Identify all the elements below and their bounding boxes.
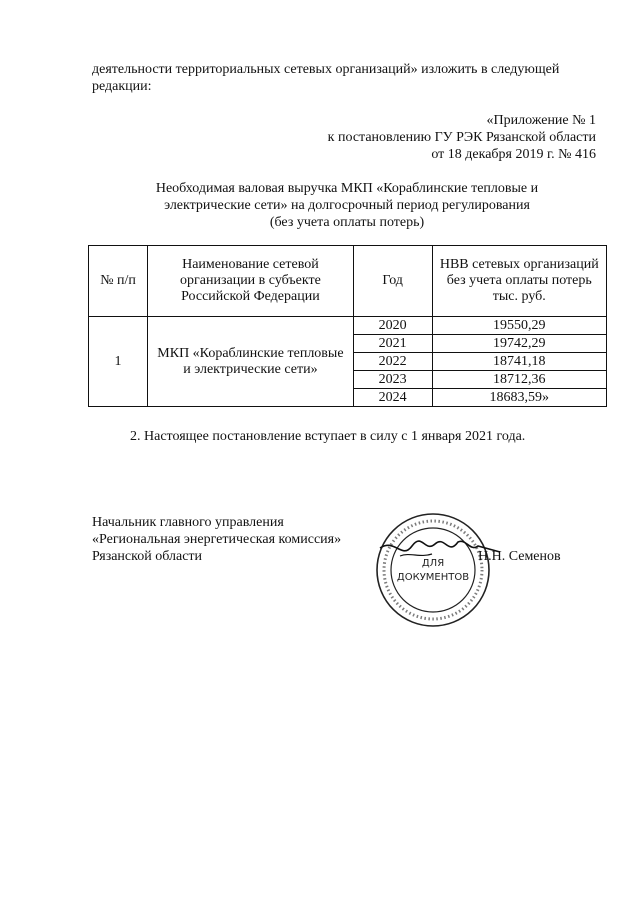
header-num: № п/п <box>89 246 148 317</box>
row-year: 2023 <box>353 371 432 389</box>
row-year: 2024 <box>353 389 432 407</box>
title-line-1: Необходимая валовая выручка МКП «Кораблинские тепловые и <box>155 181 539 196</box>
stamp-line-1: ДЛЯ <box>421 558 445 569</box>
row-value: 18683,59» <box>432 389 606 407</box>
row-value: 18712,36 <box>432 371 606 389</box>
appendix-line-1: «Приложение № 1 <box>486 113 596 128</box>
header-value: НВВ сетевых организаций без учета оплаты потерь тыс. руб. <box>432 246 606 317</box>
signer-name: Н.Н. Семенов <box>478 549 561 564</box>
paragraph-2: 2. Настоящее постановление вступает в силу с 1 января 2021 года. <box>130 429 526 444</box>
row-year: 2021 <box>353 335 432 353</box>
header-name: Наименование сетевой организации в субъекте Российской Федерации <box>148 246 354 317</box>
stamp-line-2: ДОКУМЕНТОВ <box>396 572 470 583</box>
row-value: 18741,18 <box>432 353 606 371</box>
revenue-table <box>88 245 607 407</box>
signature-line-3: Рязанской области <box>92 549 203 564</box>
title-line-2: электрические сети» на долгосрочный период регулирования <box>164 198 530 213</box>
signature-line-1: Начальник главного управления <box>92 515 284 530</box>
row-num: 1 <box>89 317 148 407</box>
table-header-row <box>89 246 607 317</box>
appendix-line-3: от 18 декабря 2019 г. № 416 <box>431 147 596 162</box>
signature-block <box>92 514 341 565</box>
intro-text <box>92 61 602 95</box>
table-title <box>92 180 602 231</box>
title-line-3: (без учета оплаты потерь) <box>269 215 425 230</box>
row-org-name: МКП «Кораблинские тепловые и электрические сети» <box>148 317 354 407</box>
row-value: 19550,29 <box>432 317 606 335</box>
intro-line-1: деятельности территориальных сетевых организаций» изложить в следующей <box>92 62 560 77</box>
appendix-header <box>328 112 596 163</box>
row-year: 2022 <box>353 353 432 371</box>
row-year: 2020 <box>353 317 432 335</box>
row-value: 19742,29 <box>432 335 606 353</box>
official-stamp <box>340 508 526 628</box>
header-year: Год <box>353 246 432 317</box>
appendix-line-2: к постановлению ГУ РЭК Рязанской области <box>327 130 596 145</box>
intro-line-2: редакции: <box>92 79 152 94</box>
table-row <box>89 317 607 335</box>
signature-line-2: «Региональная энергетическая комиссия» <box>92 532 342 547</box>
